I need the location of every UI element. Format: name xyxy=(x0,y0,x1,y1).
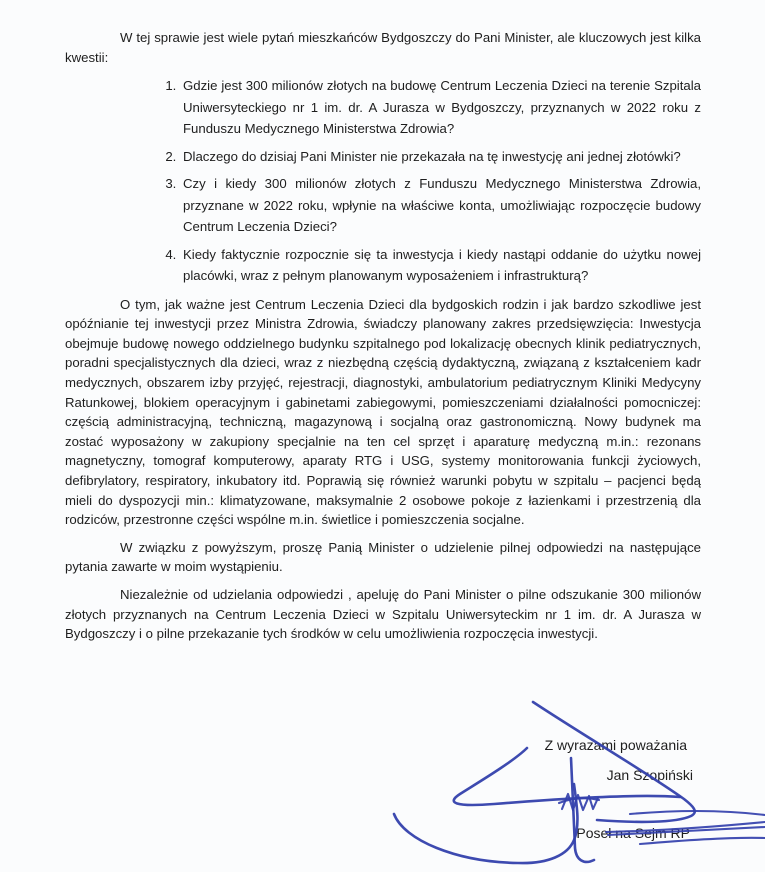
questions-list xyxy=(65,75,701,287)
handwritten-signature-icon xyxy=(378,690,765,872)
paragraph-investment-scope: O tym, jak ważne jest Centrum Leczenia Dzieci dla bydgoskich rodzin i jak bardzo szkodliwe jest opóźnianie tej inwestycji przez Ministra Zdrowia, świadczy planowany zakres przedsięwzięcia: Inwestycja obejmuje budowę nowego oddzielnego budynku szpitalnego pod lokalizację obecnych klinik pediatrycznych, poradni specjalistycznych dla dzieci, wraz z niezbędną częścią dydaktyczną, związaną z kształceniem kadr medycznych, obszarem izby przyjęć, rejestracji, diagnostyki, ambulatorium pediatrycznym Kliniki Medycyny Ratunkowej, blokiem operacyjnym i gabinetami zabiegowymi, pomieszczeniami działalności pomocniczej: częścią administracyjną, techniczną, magazynową i socjalną oraz gastronomiczną. Nowy budynek ma zostać wyposażony w zakupiony specjalnie na ten cel sprzęt i aparaturę medyczną m.in.: rezonans magnetyczny, tomograf komputerowy, aparaty RTG i USG, systemy monitorowania funkcji życiowych, defibrylatory, respiratory, inkubatory itd. Poprawią się również warunki pobytu w szpitalu – pacjenci będą mieli do dyspozycji min.: klimatyzowane, maksymalnie 2 osobowe pokoje z łazienkami i przestrzenią dla rodziców, przestronne części wspólne m.in. świetlice i pomieszczenia socjalne. xyxy=(65,296,701,528)
intro-paragraph: W tej sprawie jest wiele pytań mieszkańców Bydgoszczy do Pani Minister, ale kluczowych jest kilka kwestii: xyxy=(65,30,701,65)
signature-closing-phrase: Z wyrazami poważania xyxy=(544,737,687,753)
question-item-2: 2. Dlaczego do dzisiaj Pani Minister nie przekazała na tę inwestycję ani jednej złotówki? xyxy=(180,146,701,168)
signer-name: Jan Szopiński xyxy=(606,767,693,783)
question-item-4: 4. Kiedy faktycznie rozpocznie się ta inwestycja i kiedy nastąpi oddanie do użytku nowej placówki, wraz z pełnym planowanym wyposażeniem i infrastrukturą? xyxy=(180,244,701,287)
question-item-3: 3. Czy i kiedy 300 milionów złotych z Funduszu Medycznego Ministerstwa Zdrowia, przyznane w 2022 roku, wpłynie na właściwe konta, umożliwiając rozpoczęcie budowy Centrum Leczenia Dzieci? xyxy=(180,173,701,238)
signer-title: Poseł na Sejm RP xyxy=(576,825,690,841)
paragraph-request-for-answer: W związku z powyższym, proszę Panią Minister o udzielenie pilnej odpowiedzi na następujące pytania zawarte w moim wystąpieniu. xyxy=(65,539,701,575)
question-item-1: 1. Gdzie jest 300 milionów złotych na budowę Centrum Leczenia Dzieci na terenie Szpitala Uniwersyteckiego nr 1 im. dr. A Jurasza w Bydgoszczy, przyznanych w 2022 roku z Funduszu Medycznego Ministerstwa Zdrowia? xyxy=(180,75,701,140)
paragraph-appeal: Niezależnie od udzielania odpowiedzi , apeluję do Pani Minister o pilne odszukanie 300 milionów złotych przyznanych na Centrum Leczenia Dzieci w Szpitalu Uniwersyteckim nr 1 im. dr. A Jurasza w Bydgoszczy i o pilne przekazanie tych środków w celu umożliwienia rozpoczęcia inwestycji. xyxy=(65,587,701,642)
